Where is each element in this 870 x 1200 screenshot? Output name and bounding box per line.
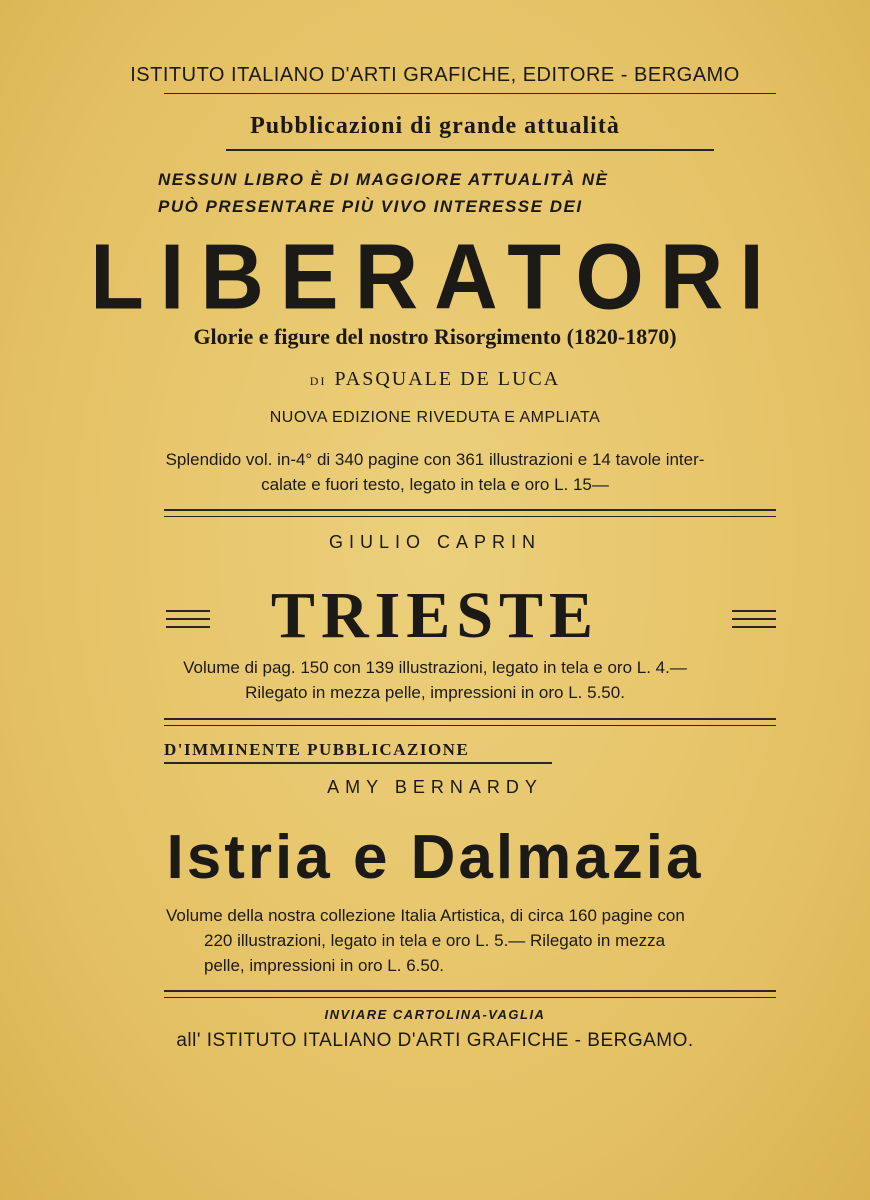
send-address: all' ISTITUTO ITALIANO D'ARTI GRAFICHE - BERGAMO.: [176, 1030, 694, 1051]
publisher-underline: [164, 93, 776, 94]
istria-description-1: Volume della nostra collezione Italia Artistica, di circa 160 pagine con: [166, 906, 685, 925]
istria-title: Istria e Dalmazia: [166, 823, 704, 892]
liberatori-author: [0, 368, 870, 391]
istria-author: AMY BERNARDY: [327, 777, 543, 797]
author-name: PASQUALE DE LUCA: [334, 368, 561, 390]
section-divider-1: [164, 509, 776, 517]
trieste-author: GIULIO CAPRIN: [328, 532, 542, 552]
liberatori-description-2: calate e fuori testo, legato in tela e oro L. 15—: [261, 475, 609, 494]
trieste-description-2: Rilegato in mezza pelle, impressioni in oro L. 5.50.: [245, 683, 625, 702]
section-divider-3: [164, 990, 776, 998]
istria-description-2: 220 illustrazioni, legato in tela e oro L. 5.— Rilegato in mezza: [204, 931, 666, 950]
trieste-title: TRIESTE: [270, 579, 600, 652]
section-divider-2: [164, 718, 776, 726]
istria-description-3: pelle, impressioni in oro L. 6.50.: [204, 956, 445, 975]
author-prefix: DI: [309, 374, 327, 388]
publisher-line: ISTITUTO ITALIANO D'ARTI GRAFICHE, EDITORE - BERGAMO: [130, 64, 740, 86]
tagline-line-1: NESSUN LIBRO È DI MAGGIORE ATTUALITÀ NÈ: [158, 170, 609, 189]
right-ornament-bars: [732, 610, 776, 634]
trieste-description-1: Volume di pag. 150 con 139 illustrazioni, legato in tela e oro L. 4.—: [183, 658, 687, 677]
send-instruction: INVIARE CARTOLINA-VAGLIA: [324, 1007, 546, 1022]
imminent-publication-label: D'IMMINENTE PUBBLICAZIONE: [164, 740, 470, 759]
liberatori-title: LIBERATORI: [90, 224, 780, 329]
liberatori-subtitle: Glorie e figure del nostro Risorgimento (1820-1870): [193, 324, 677, 349]
imminent-underline: [164, 762, 552, 764]
headline-underline: [226, 149, 714, 151]
tagline-line-2: PUÒ PRESENTARE PIÙ VIVO INTERESSE DEI: [158, 197, 583, 216]
headline: Pubblicazioni di grande attualità: [250, 113, 620, 139]
liberatori-description-1: Splendido vol. in-4° di 340 pagine con 361 illustrazioni e 14 tavole inter-: [165, 450, 705, 469]
liberatori-edition: NUOVA EDIZIONE RIVEDUTA E AMPLIATA: [269, 409, 601, 426]
